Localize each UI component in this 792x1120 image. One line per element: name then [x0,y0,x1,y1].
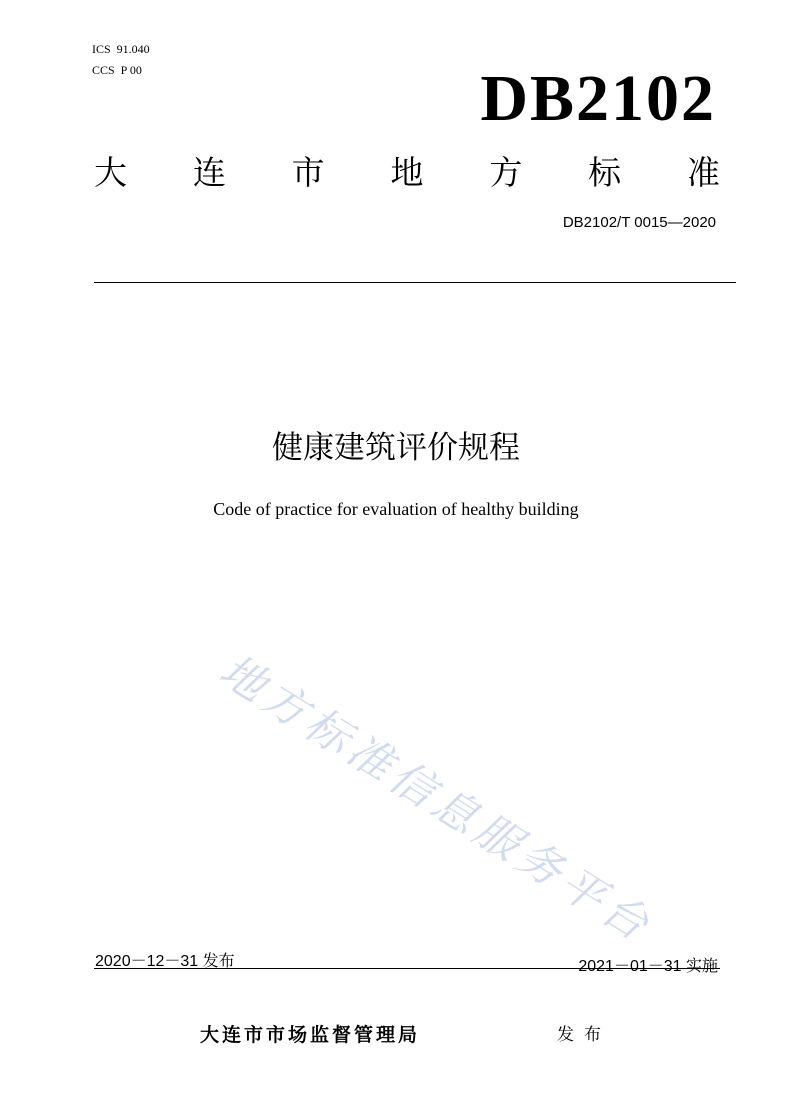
issue-label: 发布 [557,1025,611,1045]
standard-type-char: 准 [686,153,720,192]
ccs-code: CCS P 00 [92,63,142,77]
issuing-authority: 大连市市场监督管理局 [200,1024,421,1046]
standard-type-title [94,150,720,196]
watermark: 地方标准信息服务平台 [210,645,662,954]
standard-type-char: 连 [192,153,226,192]
standard-type-char: 地 [390,153,424,192]
document-subtitle: Code of practice for evaluation of healthy building [213,499,579,519]
implement-date: 2021－01－31 实施 [578,958,718,975]
document-title: 健康建筑评价规程 [272,430,520,466]
bottom-divider [94,968,720,969]
standard-type-char: 标 [588,153,622,192]
publish-date: 2020－12－31 发布 [95,953,235,970]
standard-type-char: 方 [489,153,523,192]
standard-number: DB2102/T 0015—2020 [562,214,716,231]
ics-code: ICS 91.040 [92,42,150,56]
standard-code: DB2102 [480,62,716,135]
top-divider [94,282,736,283]
standard-type-char: 市 [291,153,325,192]
classification-codes [92,39,150,81]
standard-type-char: 大 [94,153,127,192]
